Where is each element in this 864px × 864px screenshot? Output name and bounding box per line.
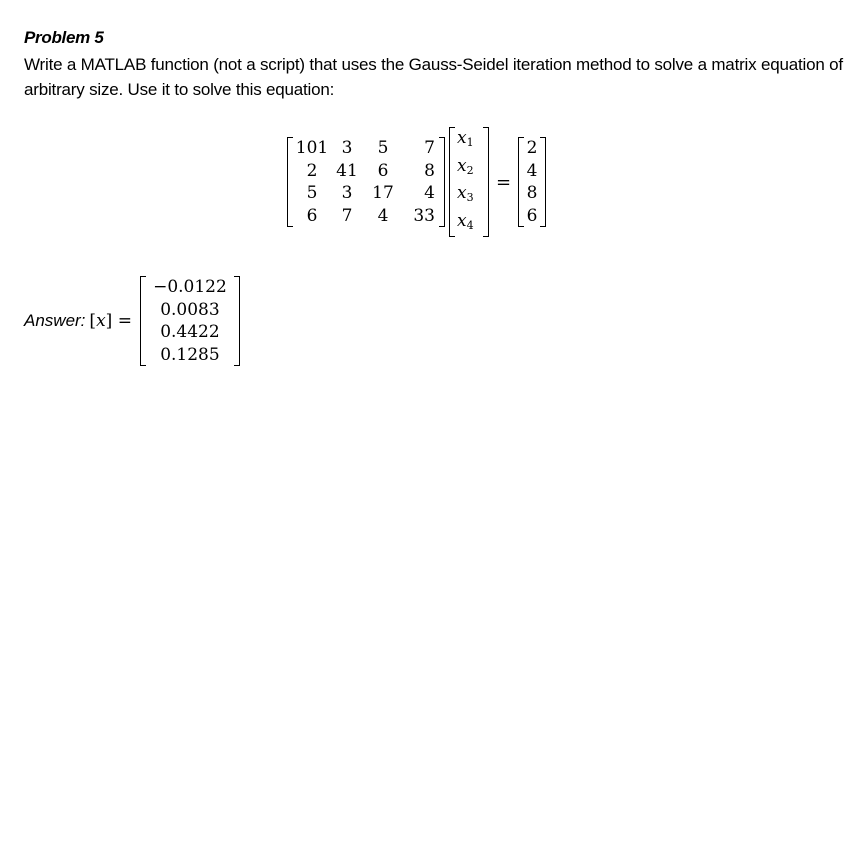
rhs-cell: 4 [526, 160, 538, 181]
coefficient-matrix [287, 137, 445, 227]
rhs-cell: 6 [526, 205, 538, 226]
answer-value: 0.4422 [160, 322, 220, 342]
matrix-cell: 3 [341, 138, 353, 158]
matrix-cell: 7 [424, 138, 435, 158]
rhs-cell: 2 [526, 138, 538, 158]
matrix-cell: 41 [336, 160, 358, 181]
variable-cell: $x_3$ [457, 183, 474, 204]
problem-title: Problem 5 [24, 28, 104, 47]
answer-block [24, 276, 240, 366]
matrix-cell: 5 [306, 183, 318, 203]
rhs-cell: 8 [526, 183, 538, 203]
matrix-cell: 101 [295, 138, 329, 158]
variable-cell: $x_2$ [457, 155, 474, 177]
matrix-cell: 4 [377, 205, 389, 226]
matrix-cell: 5 [377, 138, 389, 158]
matrix-equation [287, 127, 546, 237]
matrix-cell: 17 [372, 183, 394, 203]
problem-statement: Write a MATLAB function (not a script) that uses the Gauss-Seidel iteration method to solve a matrix equation of arbitrary size. Use it to solve this equation: [24, 55, 843, 99]
rhs-vector [518, 137, 546, 227]
matrix-cell: 33 [413, 205, 435, 226]
answer-lhs: [x] = [89, 311, 132, 331]
matrix-cell: 6 [377, 160, 389, 181]
right-bracket [540, 137, 546, 227]
right-bracket [234, 276, 240, 366]
variable-vector [449, 127, 489, 237]
matrix-cell: 3 [341, 183, 353, 203]
answer-value: 0.0083 [160, 299, 220, 320]
answer-vector [140, 276, 240, 366]
matrix-cell: 7 [341, 205, 353, 226]
variable-cell: $x_4$ [457, 210, 474, 232]
variable-cell: $x_1$ [457, 128, 474, 149]
matrix-cell: 6 [306, 205, 318, 226]
answer-label: Answer: [24, 311, 86, 330]
equals-sign: = [496, 171, 512, 193]
answer-value: −0.0122 [153, 277, 227, 297]
matrix-cell: 2 [306, 160, 318, 181]
right-bracket [483, 127, 489, 237]
matrix-cell: 8 [424, 160, 435, 181]
answer-value: 0.1285 [160, 344, 220, 365]
right-bracket [439, 137, 445, 227]
matrix-cell: 4 [424, 183, 435, 203]
